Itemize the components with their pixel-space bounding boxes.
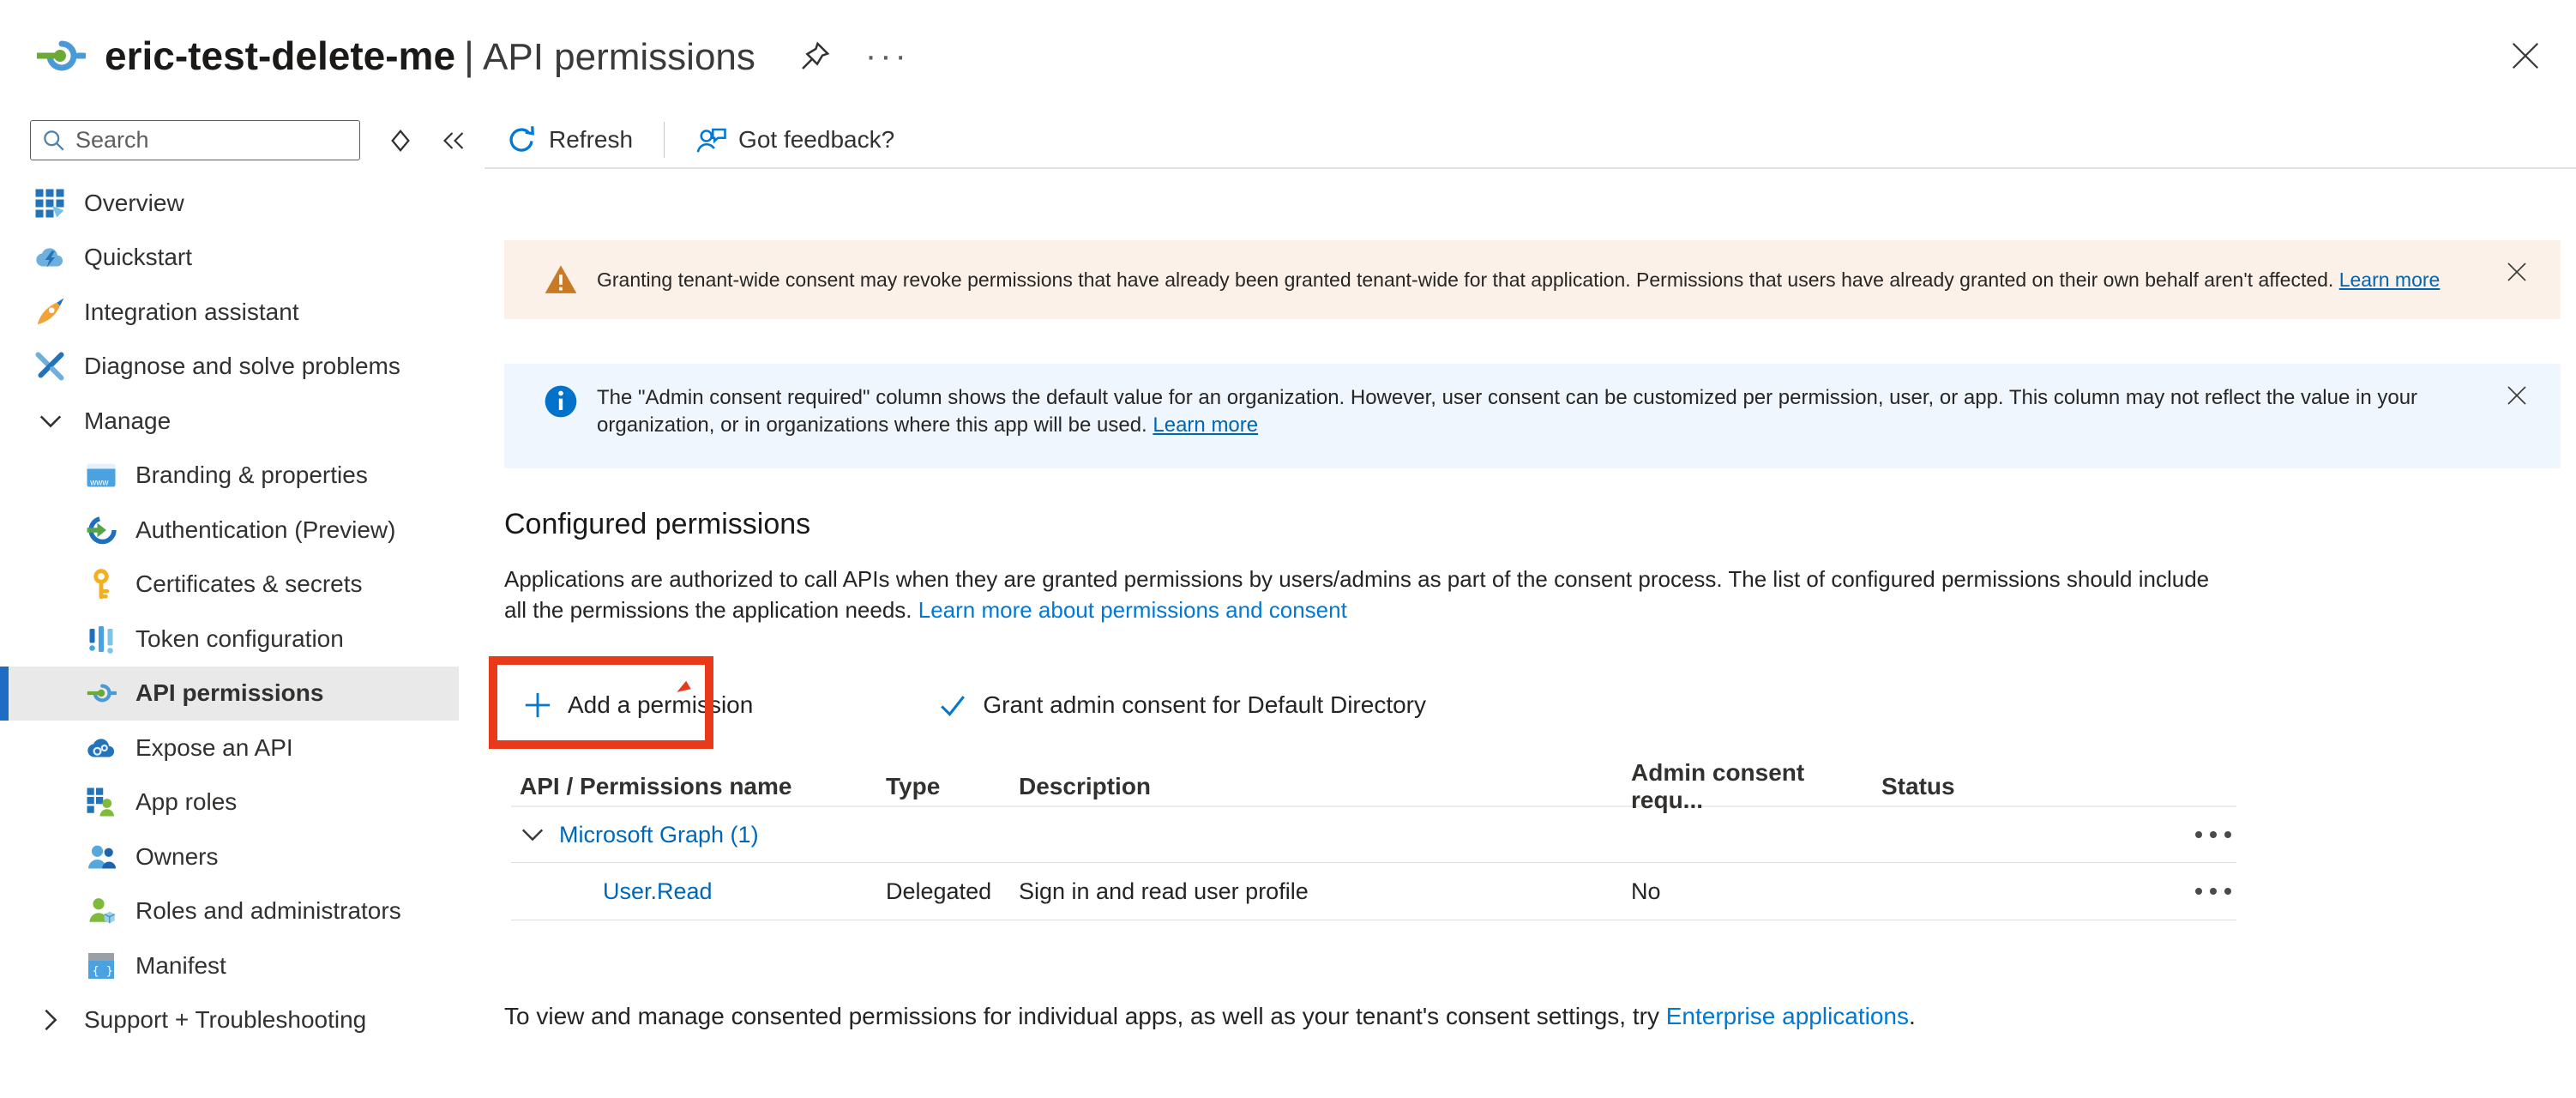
footer-note (504, 1003, 2561, 1030)
overview-icon (34, 188, 65, 219)
manifest-icon (86, 950, 117, 981)
more-options-icon[interactable]: ··· (864, 37, 910, 75)
owners-icon (86, 842, 117, 872)
certificates-icon (86, 569, 117, 600)
page-title (105, 33, 755, 79)
warning-icon (544, 262, 578, 297)
blade-content (485, 112, 2576, 1098)
sidebar-item-expose-api[interactable] (0, 721, 459, 775)
warning-message: Granting tenant-wide consent may revoke permissions that have already been granted tenant-wide for that application. Permissions that users have already granted on their own behalf aren't affected. (597, 268, 2334, 291)
info-message: The "Admin consent required" column shows the default value for an organization. However, user consent can be customized per permission, user, or app. This column may not reflect the value in your organization, or in organizations where this app will be used. (597, 386, 2418, 437)
command-bar (485, 112, 2576, 169)
sidebar-item-label: Quickstart (84, 244, 193, 271)
table-row (511, 862, 2236, 920)
permission-description: Sign in and read user profile (1019, 878, 1309, 904)
expand-group-chevron-icon[interactable] (520, 822, 545, 848)
blade-header (0, 0, 2576, 112)
warning-text (597, 266, 2440, 293)
feedback-icon (695, 124, 726, 155)
sidebar-item-certificates[interactable] (0, 558, 459, 612)
sidebar-item-manifest[interactable] (0, 938, 459, 993)
sidebar-item-label: Roles and administrators (135, 897, 401, 925)
sidebar-item-token-configuration[interactable] (0, 612, 459, 667)
sidebar-search (30, 120, 360, 160)
col-header-status: Status (1881, 773, 1955, 799)
resize-handle-icon[interactable] (388, 128, 413, 154)
add-permission-button[interactable] (523, 691, 753, 720)
col-header-type: Type (886, 773, 941, 799)
authentication-icon (86, 515, 117, 546)
diagnose-icon (34, 351, 65, 382)
permission-row-more-button[interactable] (2176, 888, 2236, 895)
sidebar-item-label: Manifest (135, 951, 226, 979)
permissions-consent-link[interactable]: Learn more about permissions and consent (918, 597, 1347, 623)
permission-link[interactable]: User.Read (603, 878, 713, 904)
chevron-right-icon (38, 1007, 63, 1033)
permission-admin-consent: No (1631, 878, 1661, 904)
sidebar-item-branding[interactable] (0, 449, 459, 504)
sidebar-item-label: Authentication (Preview) (135, 516, 396, 543)
warning-banner (504, 240, 2561, 319)
sidebar-item-integration-assistant[interactable] (0, 285, 459, 340)
sidebar-item-label: Integration assistant (84, 298, 299, 325)
search-input[interactable] (30, 120, 360, 160)
sidebar-nav (0, 176, 485, 1047)
sidebar-item-label: Diagnose and solve problems (84, 353, 400, 380)
permissions-table (511, 759, 2236, 920)
chevron-down-icon (38, 408, 63, 434)
grant-admin-consent-label: Grant admin consent for Default Directory (983, 691, 1427, 718)
sidebar-item-diagnose[interactable] (0, 340, 459, 395)
dismiss-warning-icon[interactable] (2504, 259, 2530, 285)
col-header-description: Description (1019, 773, 1152, 799)
footer-text: To view and manage consented permissions for individual apps, as well as your tenant's consent settings, try (504, 1003, 1659, 1029)
plus-icon (523, 691, 552, 720)
col-header-admin-consent: Admin consent requ... (1631, 759, 1805, 813)
sidebar-item-api-permissions[interactable] (0, 667, 459, 721)
collapse-menu-icon[interactable] (441, 128, 466, 154)
api-group-link[interactable]: Microsoft Graph (1) (559, 821, 759, 848)
quickstart-icon (34, 242, 65, 273)
sidebar-item-label: Expose an API (135, 733, 293, 761)
sidebar-group-support[interactable] (0, 993, 459, 1048)
feedback-label: Got feedback? (738, 125, 895, 153)
app-registration-icon (34, 34, 86, 77)
search-icon (42, 129, 65, 152)
table-group-row (511, 805, 2236, 862)
grant-admin-consent-button[interactable] (938, 691, 1426, 720)
enterprise-applications-link[interactable]: Enterprise applications (1665, 1003, 1910, 1029)
col-header-api-permissions-name: API / Permissions name (520, 773, 792, 799)
app-roles-icon (86, 787, 117, 817)
sidebar-group-manage[interactable] (0, 394, 459, 449)
integration-assistant-icon (34, 297, 65, 328)
sidebar-group-label: Manage (84, 407, 172, 434)
footer-suffix: . (1909, 1003, 1916, 1029)
sidebar-item-quickstart[interactable] (0, 231, 459, 286)
blade-name: API permissions (483, 36, 755, 78)
sidebar-item-roles-administrators[interactable] (0, 884, 459, 939)
refresh-button[interactable] (506, 124, 633, 155)
sidebar-item-app-roles[interactable] (0, 775, 459, 830)
close-blade-icon[interactable] (2509, 39, 2542, 72)
feedback-button[interactable] (695, 124, 894, 155)
group-row-more-button[interactable] (2176, 831, 2236, 838)
description-text: Applications are authorized to call APIs when they are granted permissions by users/admins as part of the consent process. The list of configured permissions should include all the permissions the application needs. (504, 566, 2210, 623)
sidebar-item-label: Overview (84, 189, 184, 216)
add-permission-label: Add a permission (568, 691, 754, 718)
pin-icon[interactable] (798, 39, 833, 73)
svg-text:{ }: { } (92, 963, 113, 978)
info-learn-more-link[interactable]: Learn more (1153, 413, 1259, 437)
sidebar-item-label: Owners (135, 842, 219, 870)
sidebar-item-owners[interactable] (0, 830, 459, 884)
branding-icon (86, 460, 117, 491)
blade-sidebar (0, 112, 485, 1098)
refresh-icon (506, 124, 537, 155)
token-configuration-icon (86, 624, 117, 655)
roles-administrators-icon (86, 896, 117, 926)
refresh-label: Refresh (549, 125, 634, 153)
sidebar-item-label: Token configuration (135, 624, 344, 652)
dismiss-info-icon[interactable] (2504, 383, 2530, 408)
info-text (597, 384, 2466, 439)
check-icon (938, 691, 967, 720)
info-icon (544, 384, 578, 419)
sidebar-item-label: App roles (135, 788, 238, 816)
toolbar-divider (664, 122, 665, 158)
section-title: Configured permissions (504, 508, 811, 540)
sidebar-item-overview[interactable] (0, 176, 459, 231)
permission-type: Delegated (886, 878, 992, 904)
sidebar-item-label: Certificates & secrets (135, 570, 363, 598)
sidebar-item-authentication[interactable] (0, 503, 459, 558)
api-permissions-icon (86, 678, 117, 709)
svg-text:www: www (90, 478, 109, 488)
table-header-row (511, 759, 2236, 813)
sidebar-item-label: Branding & properties (135, 462, 368, 489)
expose-api-icon (86, 733, 117, 763)
warning-learn-more-link[interactable]: Learn more (2338, 268, 2441, 291)
info-banner (504, 364, 2561, 468)
sidebar-item-label: API permissions (135, 679, 324, 707)
sidebar-group-label: Support + Troubleshooting (84, 1006, 367, 1034)
permission-actions (504, 660, 2561, 751)
title-separator: | (464, 33, 474, 78)
app-name: eric-test-delete-me (105, 33, 456, 78)
section-description (504, 564, 2236, 625)
